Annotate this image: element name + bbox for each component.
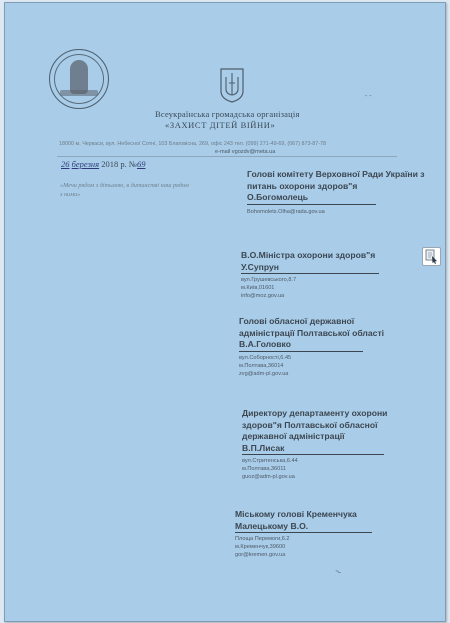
letter-date — [61, 159, 145, 169]
recipient-name: О.Богомолець — [247, 192, 376, 205]
recipient-title: Голові комітету Верховної Ради України з питань охорони здоров"я — [247, 169, 425, 191]
date-day: 26 — [61, 159, 70, 169]
recipient-2 — [241, 250, 421, 300]
recipient-name: У.Супрун — [241, 262, 379, 275]
recipient-street: вул.Грушевського,8.7 — [241, 277, 297, 283]
letter-motto: «Мечи рядом з дітьмою, в дитинстві наш рядом з ними» — [60, 182, 189, 198]
org-title: Всеукраїнська громадська організація — [155, 109, 300, 119]
recipient-street: вул.Соборності,6.45 — [239, 354, 292, 361]
org-address: 18000 м. Черкаси, вул. Небесної Сотні, 103 Благовісна, 269, офіс 243 тел. (099) 271-49-69, (067) 873-87-78 — [59, 141, 327, 147]
recipient-name: В.П.Лисак — [242, 443, 384, 456]
recipient-city: м.Кременчук,39600 — [235, 544, 286, 550]
scanned-letter — [4, 2, 446, 622]
recipient-3 — [239, 316, 399, 378]
recipient-title: Міському голові Кременчука — [235, 509, 357, 519]
recipient-street: вул.Стритенська,6.44 — [242, 458, 298, 464]
org-subtitle: «ЗАХИСТ ДІТЕЙ ВІЙНИ» — [165, 120, 276, 130]
scan-mark: ‐ ‐ — [365, 93, 372, 100]
document-cursor-icon[interactable] — [422, 247, 441, 266]
letter-number: 69 — [136, 159, 146, 169]
trident-emblem-icon — [219, 67, 245, 103]
scan-mark: ⌇ — [335, 569, 344, 576]
organization-seal-icon — [49, 49, 109, 109]
number-label: № — [128, 159, 137, 169]
recipient-city: м.Полтава,36011 — [242, 466, 286, 472]
recipient-1 — [247, 169, 427, 216]
date-year: 2018 р. — [101, 159, 127, 169]
recipient-name: В.А.Головко — [239, 339, 363, 352]
recipient-title: Голові обласної державної адміністрації Полтавської області — [239, 316, 385, 338]
recipient-email: Bohomolets.Olha@rada.gov.ua — [247, 208, 325, 215]
recipient-4 — [242, 408, 410, 481]
recipient-city: м.Київ,01601 — [241, 285, 275, 291]
recipient-email: gor@kremen.gov.ua — [235, 552, 286, 558]
date-month: березня — [71, 159, 100, 169]
recipient-email: zvg@adm-pl.gov.ua — [239, 370, 289, 377]
recipient-city: м.Полтава,36014 — [239, 362, 284, 369]
recipient-title: Директору департаменту охорони здоров"я Полтавської обласної державної адміністрації — [242, 408, 388, 441]
recipient-email: info@moz.gov.ua — [241, 293, 285, 299]
header-rule — [57, 156, 397, 157]
recipient-street: Площа Перемоги,6.2 — [235, 536, 290, 542]
recipient-email: guoz@adm-pl.gov.ua — [242, 474, 295, 480]
recipient-5 — [235, 509, 415, 559]
recipient-title: В.О.Міністра охорони здоров"я — [241, 250, 376, 260]
org-email: e-mail vgozdv@meta.ua — [215, 149, 276, 155]
recipient-name: Малецькому В.О. — [235, 521, 372, 534]
